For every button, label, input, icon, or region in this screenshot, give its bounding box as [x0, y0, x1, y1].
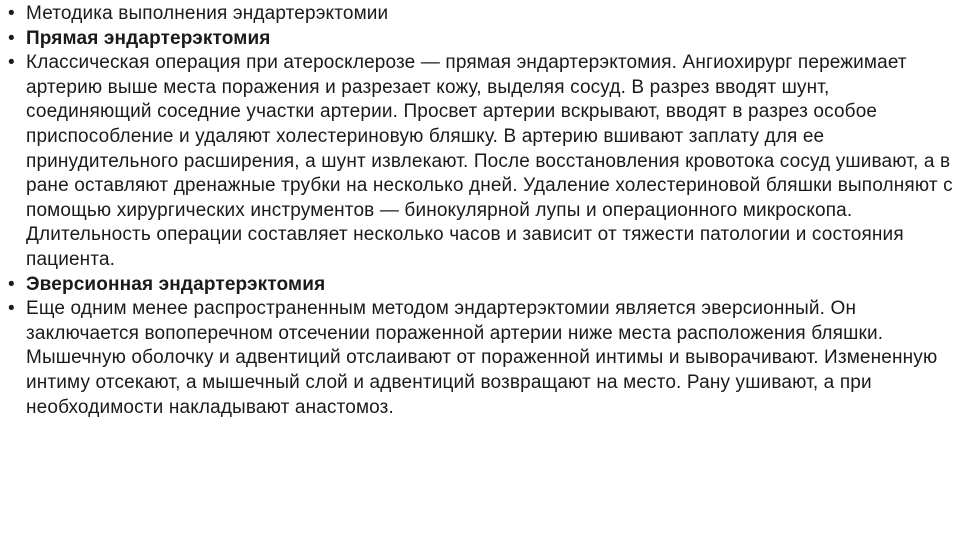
bullet-item-direct-description	[6, 51, 954, 272]
bullet-item-eversion-description	[6, 297, 954, 420]
bullet-text: Еще одним менее распространенным методом эндартерэктомии является эверсионный. Он заключается вопоперечном отсечении пораженной артерии ниже места расположения бляшки. Мышечную оболочку и адвентиций отслаивают от пораженной интимы и выворачивают. Измененную интиму отсекают, а мышечный слой и адвентиций возвращают на место. Рану ушивают, а при необходимости накладывают анастомоз.	[26, 298, 938, 418]
bullet-item-method-title	[6, 2, 954, 27]
bullet-icon: •	[8, 298, 15, 320]
bullet-text: Классическая операция при атеросклерозе — прямая эндартерэктомия. Ангиохирург пережимает артерию выше места поражения и разрезает кожу, выделяя сосуд. В разрез вводят шунт, соединяющий соседние участки артерии. Просвет артерии вскрывают, вводят в разрез особое приспособление и удаляют холестериновую бляшку. В артерию вшивают заплату для ее принудительного расширения, а шунт извлекают. После восстановления кровотока сосуд ушивают, а в ране оставляют дренажные трубки на несколько дней. Удаление холестериновой бляшки выполняют с помощью хирургических инструментов — бинокулярной лупы и операционного микроскопа. Длительность операции составляет несколько часов и зависит от тяжести патологии и состояния пациента.	[26, 52, 953, 270]
bullet-item-direct-heading	[6, 27, 954, 52]
bullet-icon: •	[8, 3, 15, 24]
bullet-heading: Прямая эндартерэктомия	[26, 27, 271, 49]
bullet-item-eversion-heading	[6, 273, 954, 298]
bullet-icon: •	[8, 52, 15, 74]
bullet-list	[6, 2, 954, 420]
bullet-heading: Эверсионная эндартерэктомия	[26, 273, 326, 295]
bullet-icon: •	[8, 27, 15, 49]
bullet-icon: •	[8, 273, 15, 295]
bullet-text: Методика выполнения эндартерэктомии	[26, 3, 389, 24]
